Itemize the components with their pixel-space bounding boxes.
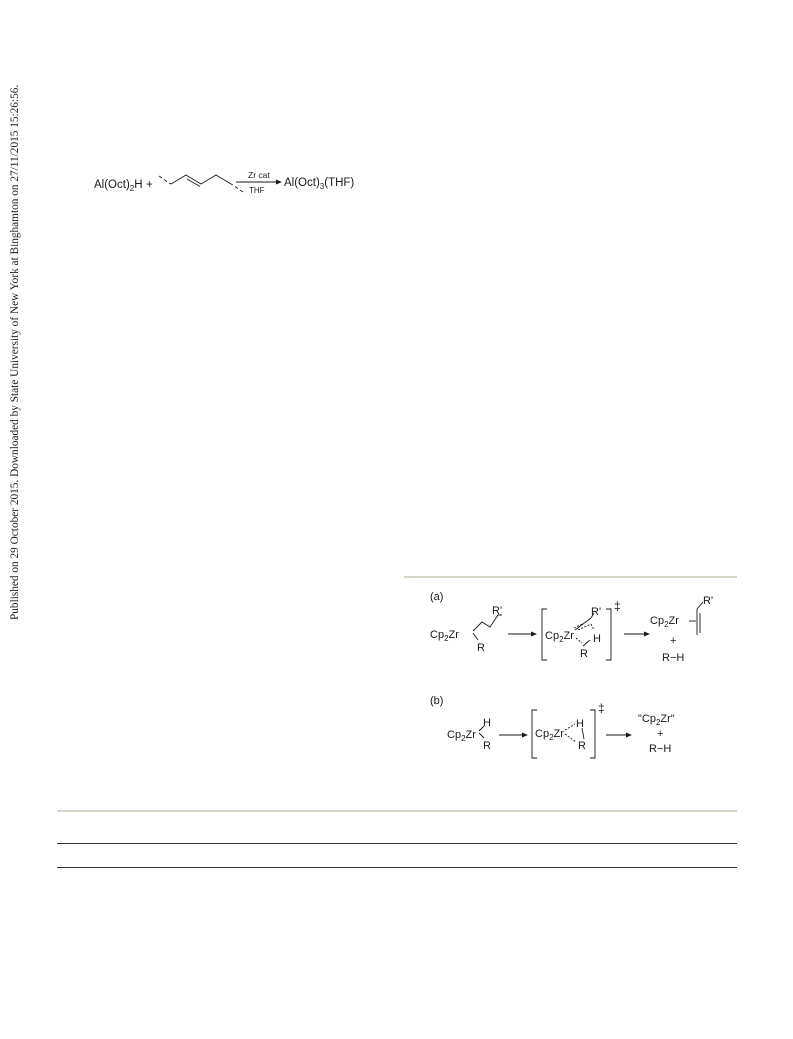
svg-text:+: +	[657, 728, 664, 740]
scheme-top-rule	[404, 576, 737, 578]
svg-text:R': R'	[703, 595, 714, 607]
svg-text:Cp2Zr: $Cp_2Zr$	[535, 728, 564, 742]
svg-text:R': R'	[591, 606, 602, 618]
svg-text:H: H	[576, 718, 584, 730]
part-a-transition-state	[542, 599, 621, 660]
svg-text:‡: ‡	[598, 701, 605, 715]
download-margin-note: Published on 29 October 2015. Downloaded by State University of New York at Binghamton on 27/11/2015 15:26:56.	[9, 84, 21, 620]
mechanism-scheme	[404, 580, 737, 780]
svg-text:‡: ‡	[614, 599, 621, 613]
part-b-transition-state	[532, 701, 605, 758]
internal-alkene-structure	[159, 175, 243, 192]
part-a-start-complex	[430, 605, 502, 654]
part-b-start-complex	[447, 717, 491, 752]
svg-text:H: H	[483, 717, 491, 729]
table-rule-2	[57, 867, 737, 868]
solvent-label: THF	[249, 186, 265, 195]
svg-text:R: R	[477, 642, 485, 654]
svg-text:H: H	[593, 633, 601, 645]
svg-text:Cp2Zr: $Cp_2Zr$	[447, 729, 476, 743]
product-alane: $Al(Oct)_3(THF)$	[284, 177, 355, 191]
part-b-products	[638, 713, 675, 755]
reactant-alane: $Al(Oct)_2H$	[94, 179, 143, 193]
svg-text:Cp2Zr: $Cp_2Zr$	[650, 615, 679, 629]
scheme-bottom-rule	[57, 810, 737, 812]
svg-text:"Cp2Zr": "$Cp_2Zr$"	[638, 713, 675, 727]
hydroalumination-equation	[80, 160, 380, 205]
part-a-products	[650, 595, 713, 664]
svg-text:R−H: R−H	[662, 652, 685, 664]
svg-text:R': R'	[492, 605, 503, 617]
part-a-label: (a)	[430, 591, 444, 603]
plus-sign: +	[146, 179, 153, 191]
table-rule-1	[57, 843, 737, 844]
svg-text:R: R	[578, 740, 586, 752]
part-b-label: (b)	[430, 695, 444, 707]
svg-text:R−H: R−H	[649, 743, 672, 755]
svg-text:Cp2Zr: $Cp_2Zr$	[545, 630, 574, 644]
svg-text:R: R	[580, 648, 588, 660]
catalyst-label: Zr cat	[248, 170, 270, 180]
svg-text:+: +	[670, 635, 677, 647]
svg-text:R: R	[483, 740, 491, 752]
svg-text:Cp2Zr: $Cp_2Zr$	[430, 629, 459, 643]
